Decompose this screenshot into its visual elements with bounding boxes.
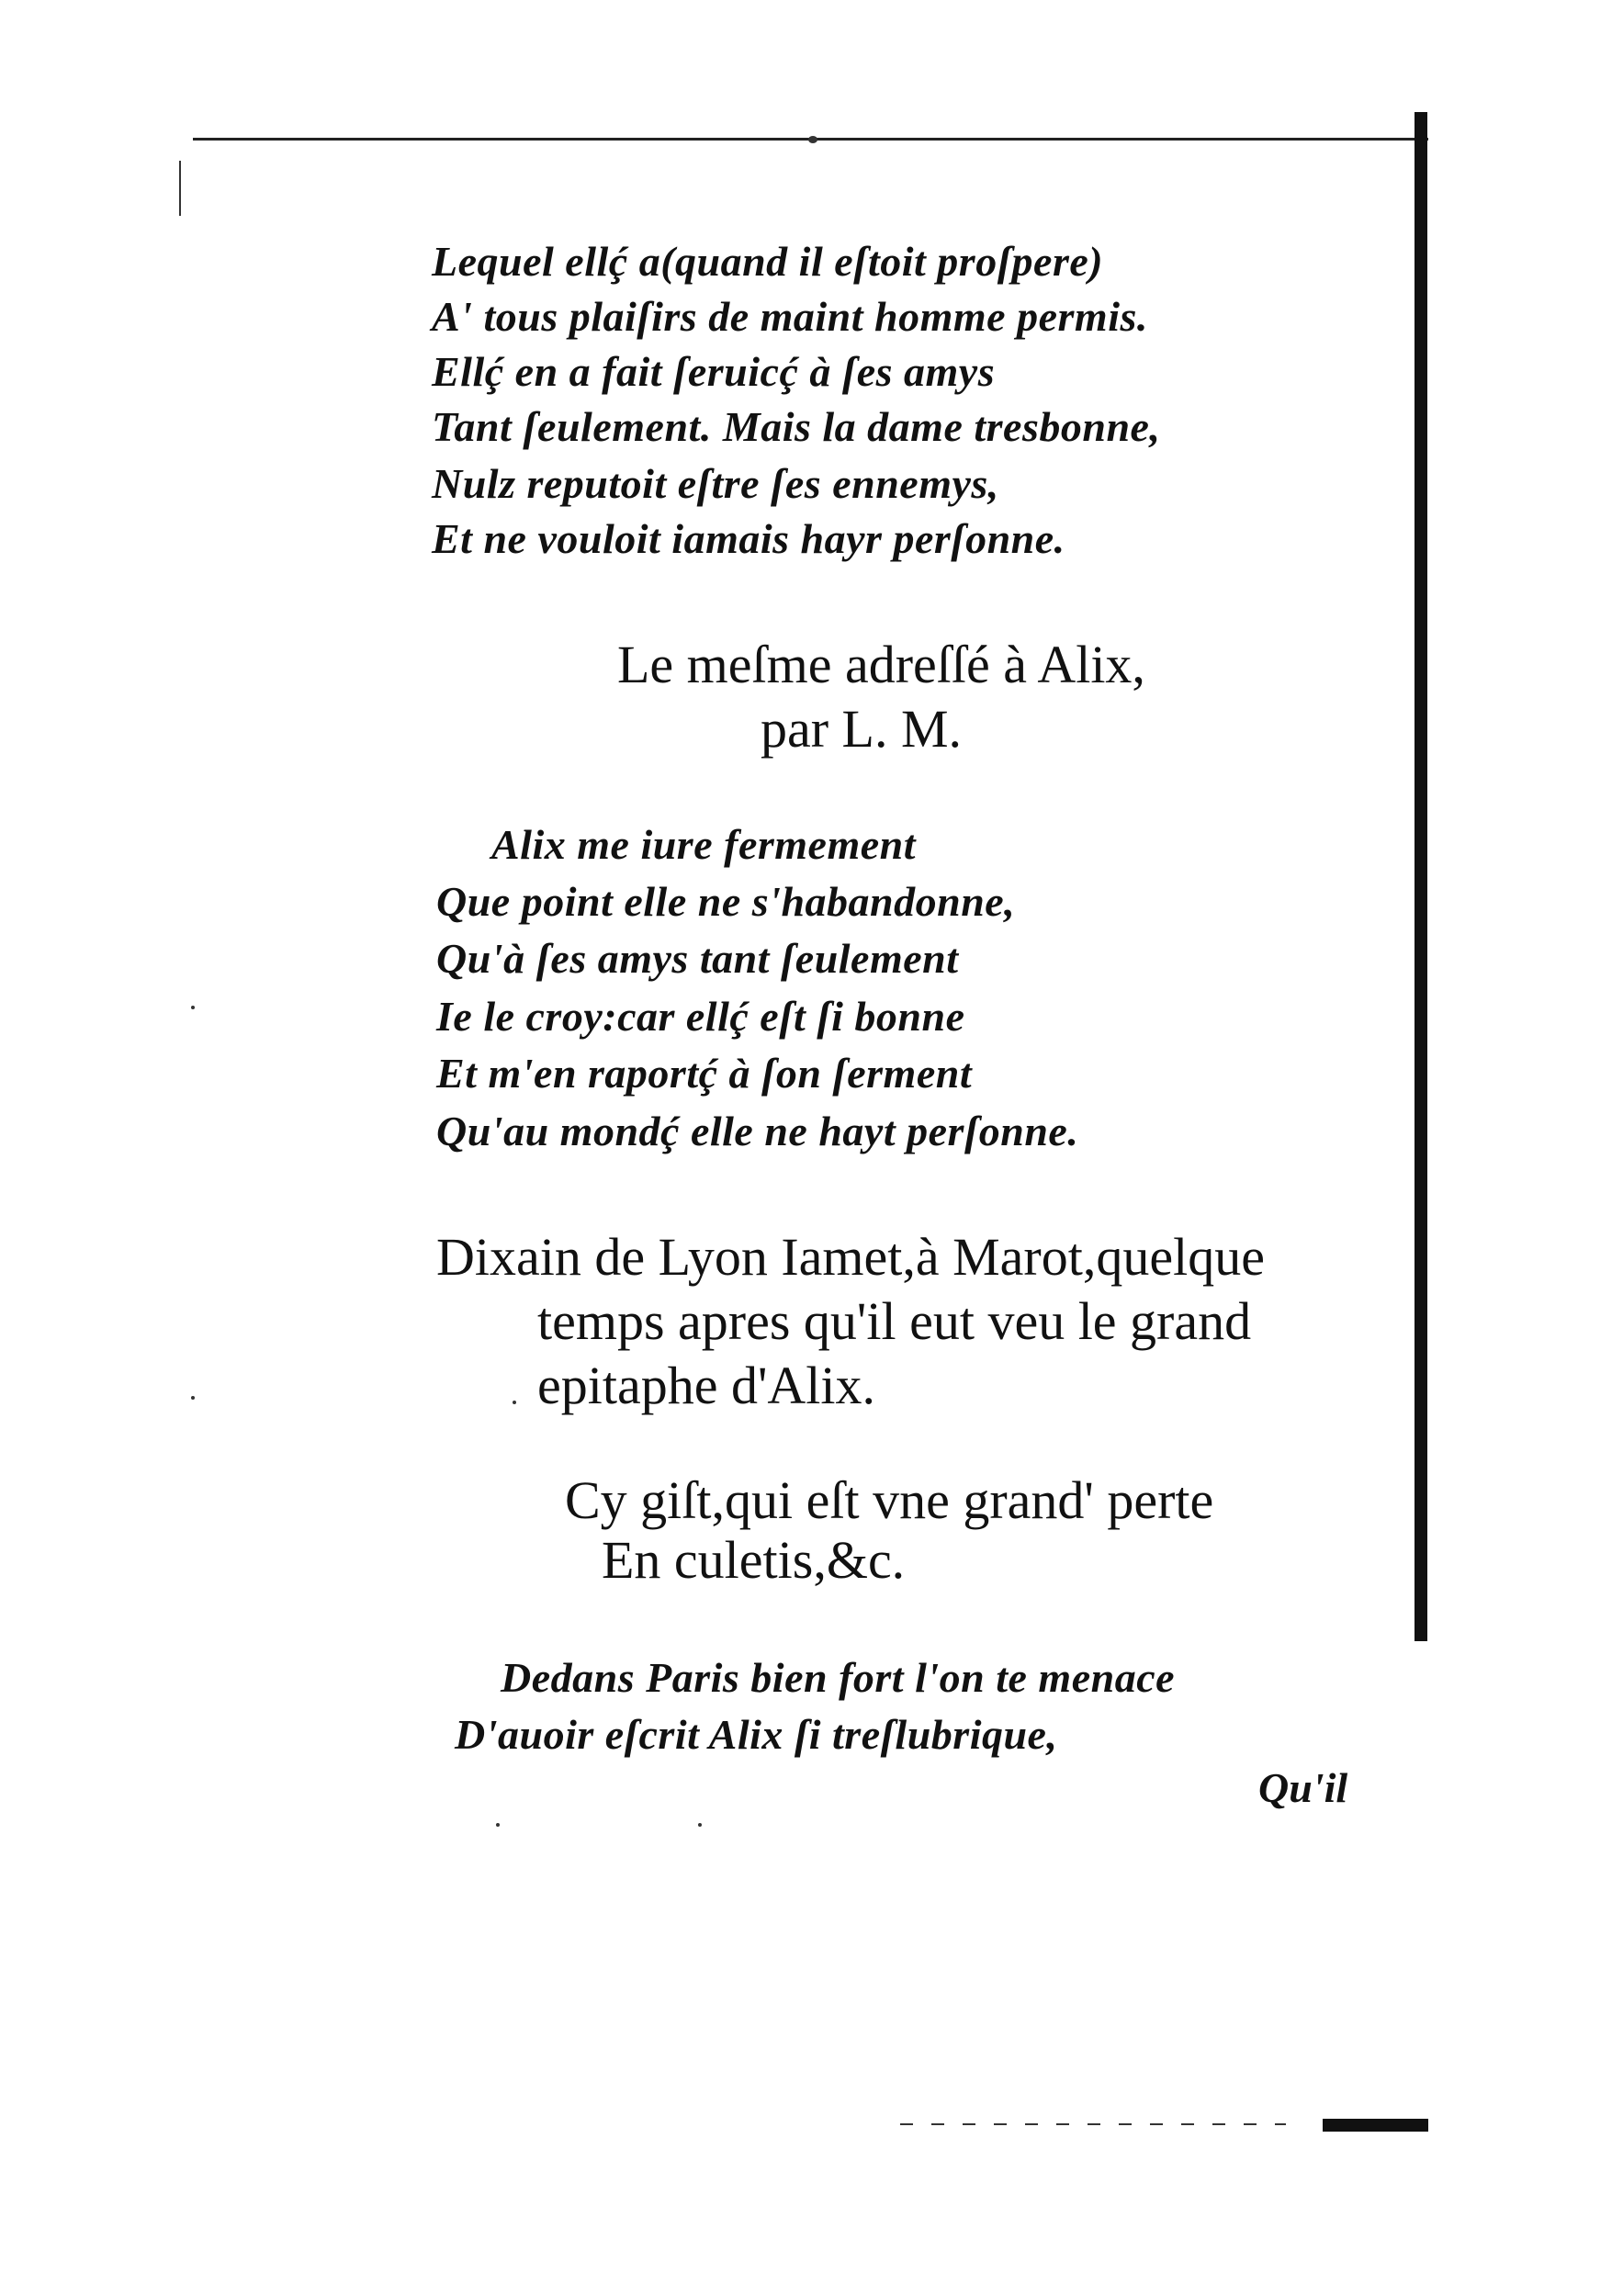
verse-line: Dedans Paris bien fort l'on te menace [501, 1654, 1176, 1701]
verse-line: Ellḉ en a fait ſeruicḉ à ſes amys [432, 348, 996, 395]
verse-line: Qu'à ſes amys tant ſeulement [436, 935, 959, 982]
verse-line: Et ne vouloit iamais hayr perſonne. [432, 515, 1065, 562]
quote-line: En culetis,&c. [602, 1530, 906, 1590]
verse-line: Ie le croy:car ellḉ eſt ſi bonne [436, 993, 965, 1040]
verse-line: Alix me iure fermement [491, 821, 917, 868]
heading-line: Dixain de Lyon Iamet,à Marot,quelque [436, 1227, 1265, 1287]
heading-line: temps apres qu'il eut veu le grand [537, 1291, 1252, 1351]
verse-line: A' tous plaiſirs de maint homme permis. [432, 293, 1148, 340]
verse-line: Que point elle ne s'habandonne, [436, 878, 1016, 925]
scan-speck [698, 1823, 702, 1827]
scan-speck [808, 136, 817, 143]
scan-speck [513, 1401, 516, 1404]
scan-speck [191, 1006, 195, 1009]
verse-line: Tant ſeulement. Mais la dame tresbonne, [432, 403, 1161, 450]
scan-speck [496, 1823, 500, 1827]
heading-line: par L. M. [761, 699, 963, 759]
verse-line: Nulz reputoit eſtre ſes ennemys, [432, 460, 999, 507]
right-edge-bar [1414, 112, 1427, 1641]
heading-line: Le meſme adreſſé à Alix, [617, 635, 1145, 694]
verse-line: D'auoir eſcrit Alix ſi treſlubrique, [455, 1711, 1058, 1758]
verse-line: Lequel ellḉ a(quand il eſtoit proſpere) [432, 238, 1104, 285]
verse-line: Qu'au mondḉ elle ne hayt perſonne. [436, 1108, 1079, 1154]
bottom-dash-rule [900, 2123, 1286, 2125]
quote-line: Cy giſt,qui eſt vne grand' perte [565, 1470, 1214, 1530]
scan-speck [191, 1396, 195, 1400]
verse-line: Et m'en raportḉ à ſon ſerment [436, 1050, 973, 1097]
catchword: Qu'il [1258, 1764, 1348, 1811]
bottom-edge-bar [1323, 2119, 1428, 2132]
left-edge-mark [179, 161, 181, 216]
heading-line: epitaphe d'Alix. [537, 1356, 876, 1415]
